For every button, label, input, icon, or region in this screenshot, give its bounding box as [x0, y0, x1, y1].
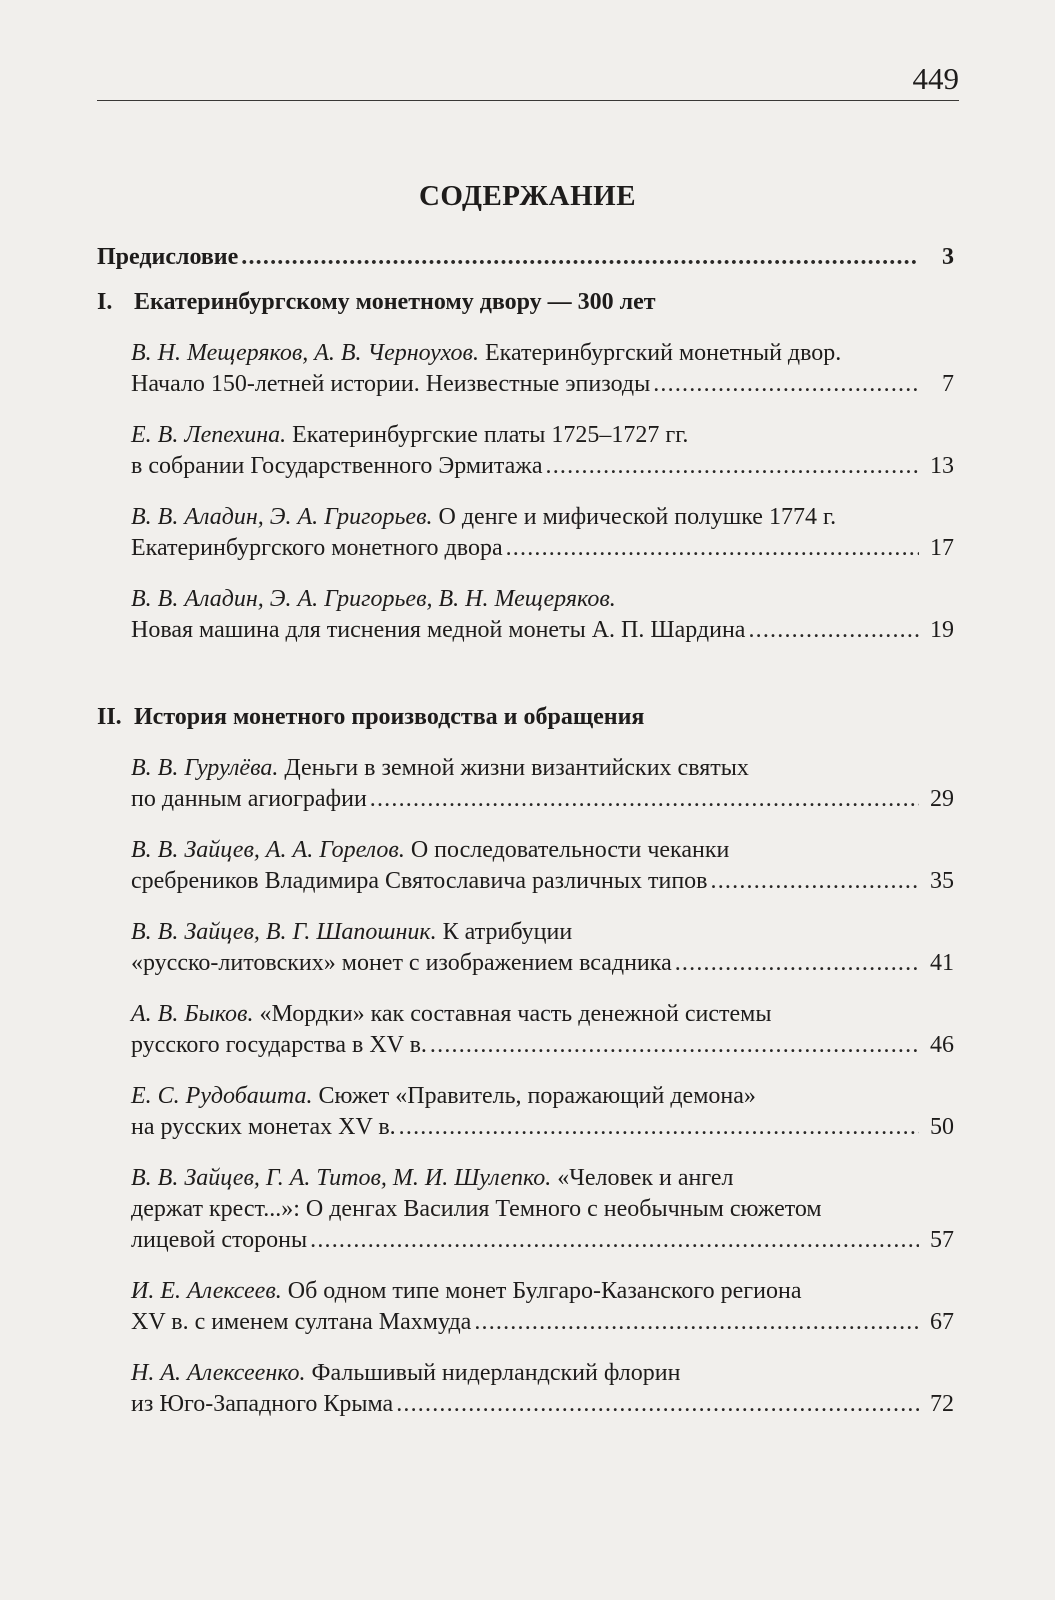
leader-dots [474, 1307, 919, 1338]
entry-title-cont: «русско-литовских» монет с изображением всадника [131, 950, 672, 976]
entry-page: 17 [930, 535, 954, 561]
toc-entry [131, 1081, 954, 1143]
leader-dots [370, 784, 919, 815]
leader-dots [675, 948, 919, 979]
entry-authors: В. В. Гурулёва. [131, 755, 279, 781]
entry-page: 67 [930, 1309, 954, 1335]
entry-title-cont: Начало 150-летней истории. Неизвестные эпизоды [131, 371, 651, 397]
preface-label: Предисловие [97, 244, 239, 270]
toc-entry [131, 502, 954, 564]
entry-authors: И. Е. Алексеев. [131, 1278, 282, 1304]
entry-title: «Мордки» как составная часть денежной системы [253, 1001, 772, 1027]
entry-page: 41 [930, 950, 954, 976]
leader-dots [711, 866, 919, 897]
entry-title: О последовательности чеканки [404, 837, 730, 863]
entry-title: К атрибуции [436, 919, 573, 945]
leader-dots [546, 451, 919, 482]
leader-dots [653, 369, 919, 400]
leader-dots [748, 615, 919, 646]
entry-title: Деньги в земной жизни византийских святых [278, 755, 749, 781]
section-title: Екатеринбургскому монетному двору — 300 лет [134, 289, 656, 315]
section-number: II. [97, 704, 122, 730]
entry-title: Фальшивый нидерландский флорин [305, 1360, 681, 1386]
toc-entry [131, 420, 954, 482]
entry-title: Екатеринбургский монетный двор. [478, 340, 842, 366]
entry-title: Екатеринбургские платы 1725–1727 гг. [286, 422, 689, 448]
leader-dots [396, 1389, 919, 1420]
toc-entry [131, 1276, 954, 1338]
entry-title-cont: на русских монетах XV в. [131, 1114, 396, 1140]
toc-entry [131, 1163, 954, 1256]
entry-page: 7 [942, 371, 954, 397]
page-title: СОДЕРЖАНИЕ [418, 180, 637, 212]
entry-authors: А. В. Быков. [131, 1001, 254, 1027]
entry-authors: Е. С. Рудобашта. [131, 1083, 313, 1109]
entry-page: 46 [930, 1032, 954, 1058]
entry-title: Сюжет «Правитель, поражающий демона» [312, 1083, 756, 1109]
table-of-contents [97, 242, 954, 1420]
entry-title-cont: из Юго-Западного Крыма [131, 1391, 394, 1417]
section-number: I. [97, 289, 113, 315]
preface-page: 3 [942, 244, 954, 270]
entry-page: 29 [930, 786, 954, 812]
entry-page: 50 [930, 1114, 954, 1140]
toc-entry [131, 835, 954, 897]
entry-page: 13 [930, 453, 954, 479]
entry-title-cont: Екатеринбургского монетного двора [131, 535, 503, 561]
toc-entry [131, 917, 954, 979]
entry-authors: Е. В. Лепехина. [131, 422, 287, 448]
entry-title-mid: держат крест...»: О денгах Василия Темного с необычным сюжетом [131, 1196, 822, 1222]
entry-title: О денге и мифической полушке 1774 г. [432, 504, 837, 530]
section-heading [97, 702, 954, 733]
entry-title-cont: Новая машина для тиснения медной монеты А. П. Шардина [131, 617, 746, 643]
entry-authors: Н. А. Алексеенко. [131, 1360, 306, 1386]
entry-authors: В. В. Зайцев, А. А. Горелов. [131, 837, 405, 863]
page-number: 449 [912, 61, 959, 96]
leader-dots [310, 1225, 919, 1256]
toc-entry [131, 753, 954, 815]
entry-title-cont: лицевой стороны [131, 1227, 308, 1253]
entry-page: 72 [930, 1391, 954, 1417]
toc-entry [131, 1358, 954, 1420]
entry-title-cont: по данным агиографии [131, 786, 367, 812]
leader-dots [399, 1112, 919, 1143]
entry-title-cont: XV в. с именем султана Махмуда [131, 1309, 472, 1335]
toc-preface [97, 242, 954, 273]
entry-title-cont: русского государства в XV в. [131, 1032, 427, 1058]
section-heading [97, 287, 954, 318]
leader-dots [506, 533, 919, 564]
entry-authors: В. В. Аладин, Э. А. Григорьев. [131, 504, 433, 530]
entry-authors: В. Н. Мещеряков, А. В. Черноухов. [131, 340, 479, 366]
entry-authors: В. В. Аладин, Э. А. Григорьев, В. Н. Мещеряков. [131, 586, 616, 612]
entry-page: 19 [930, 617, 954, 643]
toc-entry [131, 999, 954, 1061]
entry-title-cont: сребреников Владимира Святославича различных типов [131, 868, 708, 894]
section-title: История монетного производства и обращения [134, 704, 645, 730]
entry-title-cont: в собрании Государственного Эрмитажа [131, 453, 543, 479]
entry-page: 35 [930, 868, 954, 894]
entry-authors: В. В. Зайцев, В. Г. Шапошник. [131, 919, 437, 945]
toc-entry [131, 584, 954, 646]
entry-title: Об одном типе монет Булгаро-Казанского региона [281, 1278, 802, 1304]
entry-title: «Человек и ангел [551, 1165, 734, 1191]
entry-page: 57 [930, 1227, 954, 1253]
toc-entry [131, 338, 954, 400]
entry-authors: В. В. Зайцев, Г. А. Титов, М. И. Шулепко. [131, 1165, 552, 1191]
running-header [97, 62, 959, 101]
leader-dots [430, 1030, 919, 1061]
leader-dots [241, 242, 919, 273]
